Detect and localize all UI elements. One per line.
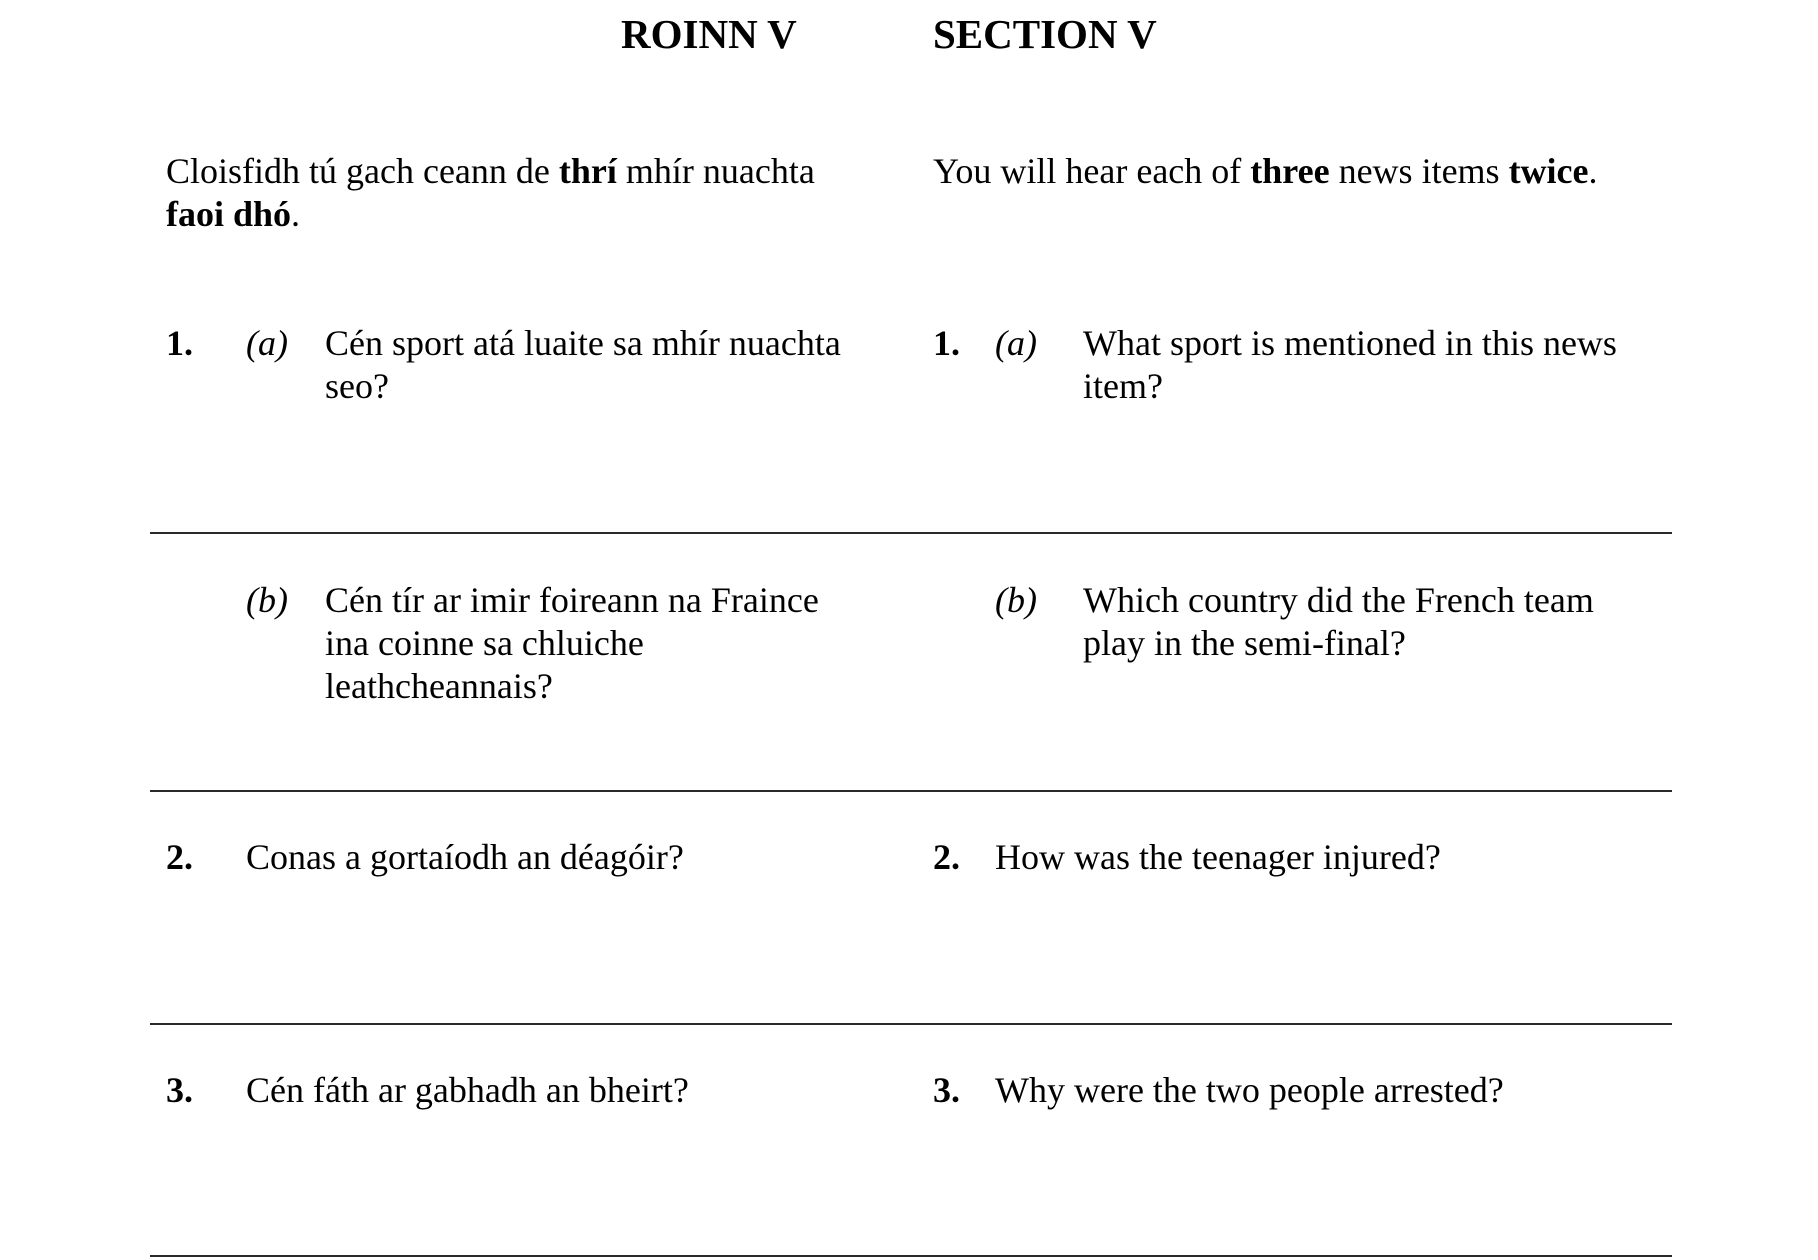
intro-emphasis: faoi dhó [166, 194, 292, 234]
question-number: 2. [933, 837, 960, 877]
answer-line[interactable] [150, 1023, 1672, 1025]
question-text-english: Why were the two people arrested? [995, 1070, 1504, 1110]
intro-text: . [291, 194, 301, 234]
intro-text: You will hear each of [933, 151, 1251, 191]
question-text-irish: seo? [325, 366, 389, 406]
question-number: 3. [166, 1070, 193, 1110]
answer-line[interactable] [150, 790, 1672, 792]
question-number: 1. [933, 323, 960, 363]
question-text-english: What sport is mentioned in this news [1083, 323, 1617, 363]
question-text-irish: Cén tír ar imir foireann na Fraince [325, 580, 819, 620]
intro-emphasis: twice [1508, 151, 1589, 191]
intro-text: mhír nuachta [616, 151, 815, 191]
intro-emphasis: thrí [558, 151, 617, 191]
answer-line[interactable] [150, 532, 1672, 534]
intro-emphasis: three [1250, 151, 1330, 191]
answer-line[interactable] [150, 1255, 1672, 1257]
question-part-label: (b) [995, 580, 1037, 620]
intro-text: Cloisfidh tú gach ceann de [166, 151, 559, 191]
question-text-irish: Cén sport atá luaite sa mhír nuachta [325, 323, 841, 363]
question-text-irish: Conas a gortaíodh an déagóir? [246, 837, 684, 877]
question-part-label: (a) [246, 323, 288, 363]
intro-english [933, 150, 1598, 193]
question-text-irish: leathcheannais? [325, 666, 553, 706]
section-title-irish: ROINN V [621, 11, 797, 57]
intro-irish-line2 [166, 193, 300, 236]
question-text-english: item? [1083, 366, 1163, 406]
question-part-label: (b) [246, 580, 288, 620]
question-text-english: play in the semi-final? [1083, 623, 1406, 663]
question-text-irish: Cén fáth ar gabhadh an bheirt? [246, 1070, 689, 1110]
question-number: 2. [166, 837, 193, 877]
section-title-english: SECTION V [933, 11, 1157, 57]
intro-text: news items [1329, 151, 1509, 191]
intro-text: . [1588, 151, 1598, 191]
question-number: 1. [166, 323, 193, 363]
question-part-label: (a) [995, 323, 1037, 363]
question-text-irish: ina coinne sa chluiche [325, 623, 644, 663]
question-text-english: How was the teenager injured? [995, 837, 1441, 877]
question-text-english: Which country did the French team [1083, 580, 1594, 620]
question-number: 3. [933, 1070, 960, 1110]
intro-irish-line1 [166, 150, 815, 193]
